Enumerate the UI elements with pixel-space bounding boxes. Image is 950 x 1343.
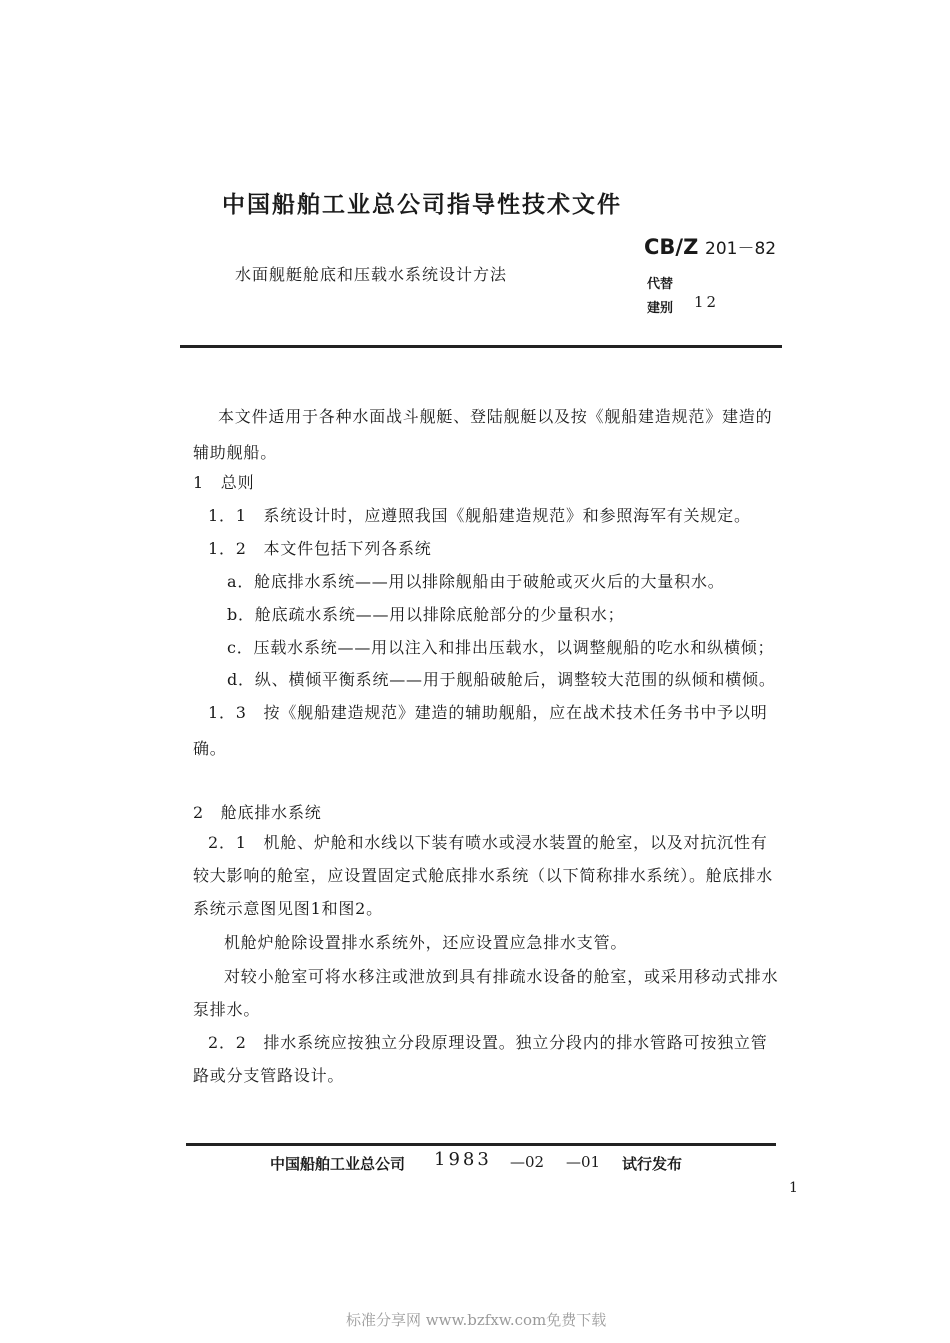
standard-code-prefix: CB/Z — [644, 235, 699, 259]
list-item-b: b．舱底疏水系统——用以排除底舱部分的少量积水； — [227, 605, 625, 624]
clause-2-1-para-3-line-1: 对较小舱室可将水移注或泄放到具有排疏水设备的舱室，或采用移动式排水 — [224, 967, 779, 986]
serial-value: 12 — [694, 293, 720, 311]
footer-organization: 中国船舶工业总公司 — [270, 1155, 406, 1173]
section-2-heading: 2 舱底排水系统 — [193, 803, 322, 822]
replaces-label: 代替 — [647, 277, 674, 292]
list-item-a: a．舱底排水系统——用以排除舰船由于破舱或灭火后的大量积水。 — [227, 572, 725, 591]
section-1-heading: 1 总则 — [193, 473, 255, 492]
clause-2-1-line-2: 较大影响的舱室，应设置固定式舱底排水系统（以下简称排水系统）。舱底排水 — [193, 866, 774, 885]
clause-2-2-line-1: 2．2 排水系统应按独立分段原理设置。独立分段内的排水管路可按独立管 — [208, 1033, 768, 1052]
watermark-text: 标准分享网 www.bzfxw.com免费下载 — [346, 1311, 607, 1329]
footer-day: —01 — [566, 1153, 601, 1171]
clause-2-1-line-3: 系统示意图见图1和图2。 — [193, 899, 383, 918]
standard-code-number: 201－82 — [705, 239, 777, 259]
clause-1-3-line-2: 确。 — [193, 739, 227, 758]
intro-line-2: 辅助舰船。 — [193, 443, 278, 462]
list-item-c: c．压载水系统——用以注入和排出压载水，以调整舰船的吃水和纵横倾； — [227, 638, 775, 657]
header-divider — [180, 345, 782, 348]
clause-2-1-line-1: 2．1 机舱、炉舱和水线以下装有喷水或浸水装置的舱室，以及对抗沉性有 — [208, 833, 768, 852]
footer-month: —02 — [510, 1153, 545, 1171]
document-subtitle: 水面舰艇舱底和压载水系统设计方法 — [235, 265, 508, 284]
clause-1-1: 1．1 系统设计时，应遵照我国《舰船建造规范》和参照海军有关规定。 — [208, 506, 751, 525]
footer-year: 1983 — [434, 1149, 492, 1170]
serial-label: 建别 — [647, 301, 674, 316]
document-title: 中国船舶工业总公司指导性技术文件 — [222, 192, 622, 218]
clause-2-1-para-2: 机舱炉舱除设置排水系统外，还应设置应急排水支管。 — [224, 933, 628, 952]
clause-1-2: 1．2 本文件包括下列各系统 — [208, 539, 432, 558]
intro-line-1: 本文件适用于各种水面战斗舰艇、登陆舰艇以及按《舰船建造规范》建造的 — [218, 407, 773, 426]
footer-divider — [186, 1143, 776, 1146]
clause-2-1-para-3-line-2: 泵排水。 — [193, 1000, 261, 1019]
list-item-d: d．纵、横倾平衡系统——用于舰船破舱后，调整较大范围的纵倾和横倾。 — [227, 670, 776, 689]
standard-code — [644, 234, 776, 259]
clause-2-2-line-2: 路或分支管路设计。 — [193, 1066, 345, 1085]
footer-release-status: 试行发布 — [622, 1155, 683, 1173]
page-number: 1 — [789, 1180, 798, 1196]
clause-1-3-line-1: 1．3 按《舰船建造规范》建造的辅助舰船，应在战术技术任务书中予以明 — [208, 703, 768, 722]
